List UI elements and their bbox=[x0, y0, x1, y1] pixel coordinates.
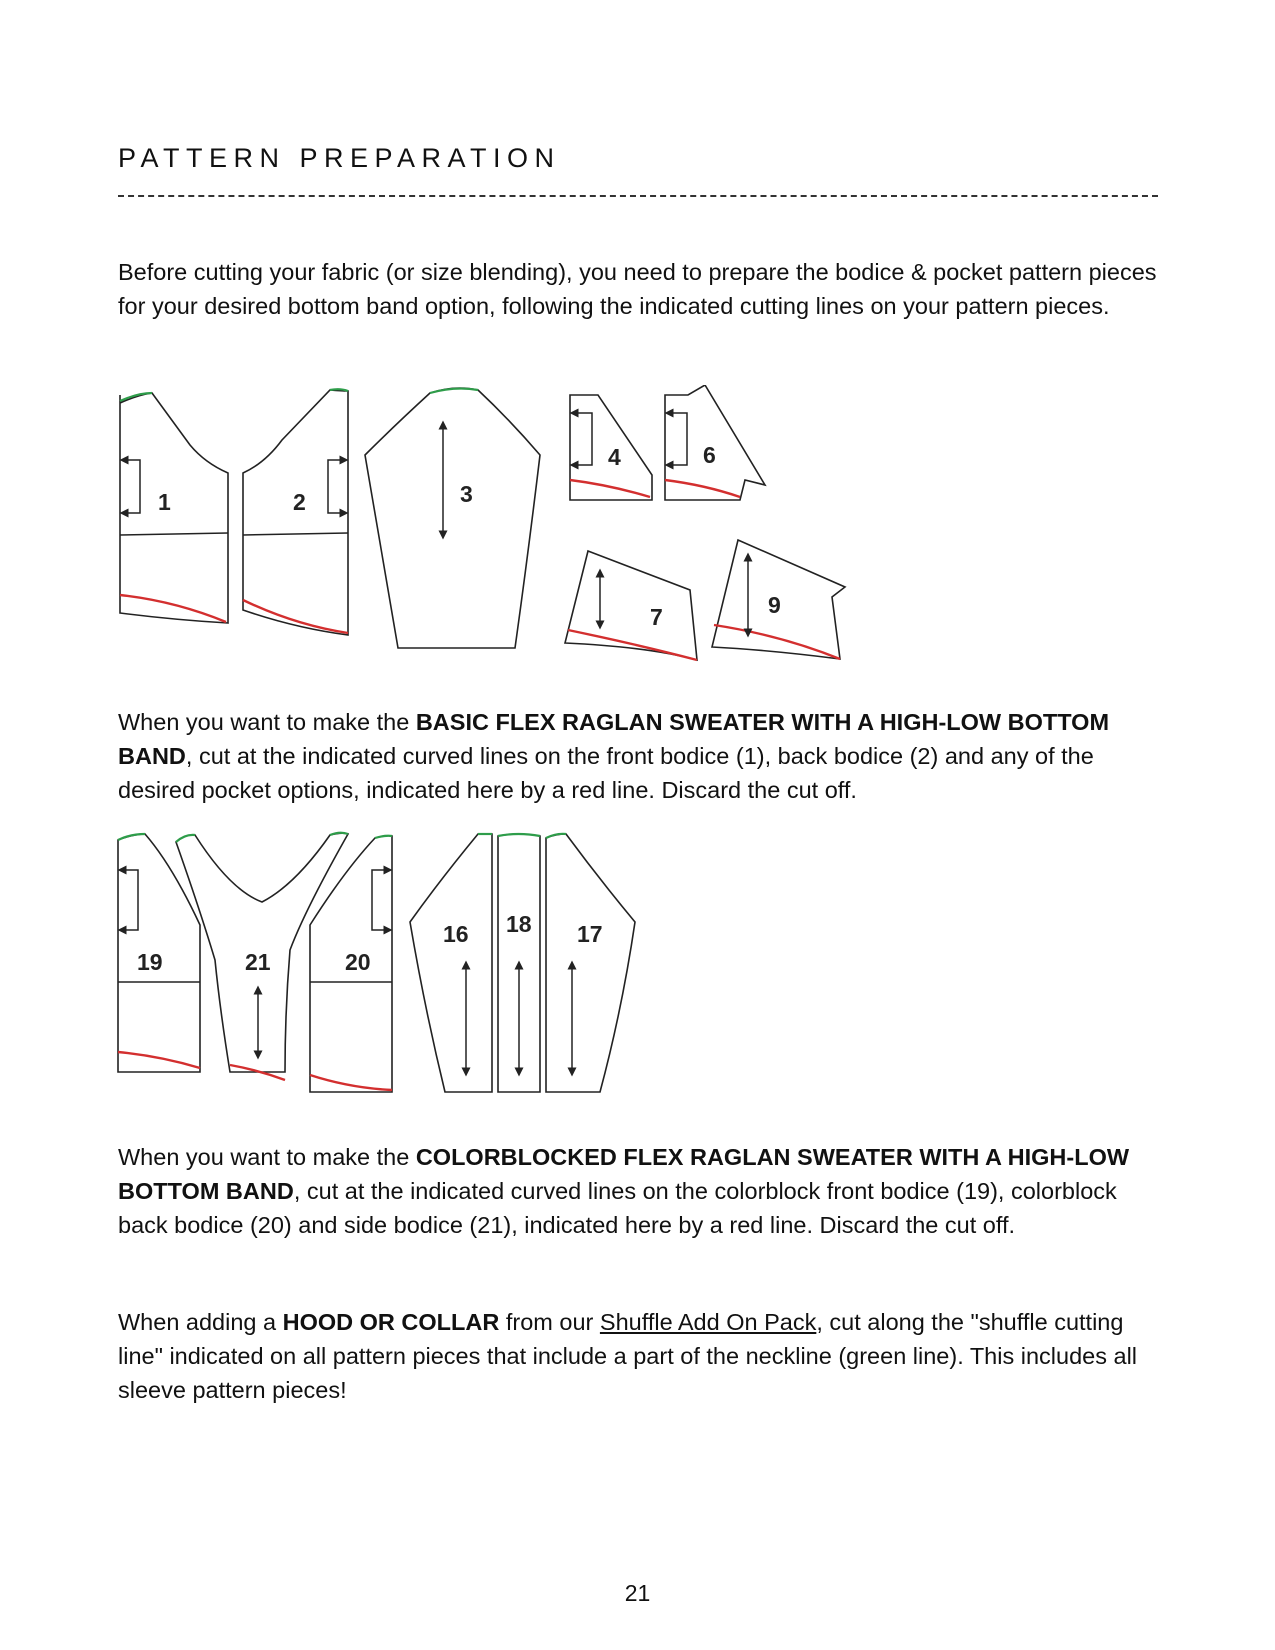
intro-paragraph: Before cutting your fabric (or size blending), you need to prepare the bodice & pocket pattern pieces for your desired bottom band option, following the indicated cutting lines on your pattern pieces. bbox=[118, 259, 1157, 319]
colorblocked-text-pre: When you want to make the bbox=[118, 1144, 416, 1170]
piece-label-17: 17 bbox=[577, 921, 603, 947]
piece-18-sleeve-top bbox=[498, 834, 540, 1092]
piece-label-1: 1 bbox=[158, 489, 171, 515]
hood-collar-paragraph bbox=[118, 1305, 1158, 1407]
colorblocked-text-bold: COLORBLOCKED FLEX RAGLAN SWEATER WITH A HIGH-LOW BOTTOM BAND bbox=[118, 1144, 1130, 1204]
hood-text-bold: HOOD OR COLLAR bbox=[282, 1309, 500, 1335]
piece-label-21: 21 bbox=[245, 949, 271, 975]
piece-label-6: 6 bbox=[703, 442, 716, 468]
dashed-divider bbox=[118, 195, 1158, 197]
hood-text-mid: from our bbox=[499, 1309, 600, 1335]
basic-text-pre: When you want to make the bbox=[118, 709, 416, 735]
piece-label-2: 2 bbox=[293, 489, 306, 515]
piece-label-19: 19 bbox=[137, 949, 163, 975]
colorblocked-paragraph bbox=[118, 1140, 1158, 1242]
hood-text-post: , cut along the "shuffle cutting line" indicated on all pattern pieces that include a part of the neckline (green line). This includes all sleeve pattern pieces! bbox=[118, 1309, 1138, 1403]
basic-paragraph bbox=[118, 705, 1158, 807]
basic-text-post: , cut at the indicated curved lines on the front bodice (1), back bodice (2) and any of the desired pocket options, indicated here by a red line. Discard the cut off. bbox=[118, 743, 1094, 803]
colorblocked-text-post: , cut at the indicated curved lines on the colorblock front bodice (19), colorblock back bodice (20) and side bodice (21), indicated here by a red line. Discard the cut off. bbox=[118, 1178, 1117, 1238]
basic-pattern-pieces-diagram bbox=[0, 385, 1275, 675]
piece-4-pocket bbox=[570, 395, 652, 500]
piece-9-pocket bbox=[712, 540, 845, 659]
basic-text-bold: BASIC FLEX RAGLAN SWEATER WITH A HIGH-LOW BOTTOM BAND bbox=[118, 709, 1110, 769]
piece-label-16: 16 bbox=[443, 921, 469, 947]
piece-label-4: 4 bbox=[608, 444, 621, 470]
piece-1-front-bodice bbox=[120, 393, 228, 623]
piece-label-9: 9 bbox=[768, 592, 781, 618]
piece-3-sleeve bbox=[365, 388, 540, 648]
piece-6-pocket bbox=[665, 385, 765, 500]
colorblocked-pattern-pieces-diagram bbox=[0, 830, 1275, 1120]
page-title: PATTERN PREPARATION bbox=[118, 143, 561, 173]
piece-label-7: 7 bbox=[650, 604, 663, 630]
piece-17-sleeve-back bbox=[546, 834, 635, 1092]
piece-16-sleeve-front bbox=[410, 834, 492, 1092]
piece-2-back-bodice bbox=[243, 389, 348, 635]
piece-7-pocket bbox=[565, 551, 697, 660]
hood-text-pre: When adding a bbox=[118, 1309, 283, 1335]
piece-label-3: 3 bbox=[460, 481, 473, 507]
piece-label-20: 20 bbox=[345, 949, 371, 975]
shuffle-add-on-pack-link[interactable]: Shuffle Add On Pack bbox=[599, 1309, 817, 1335]
piece-label-18: 18 bbox=[506, 911, 532, 937]
page-number: 21 bbox=[624, 1580, 651, 1606]
